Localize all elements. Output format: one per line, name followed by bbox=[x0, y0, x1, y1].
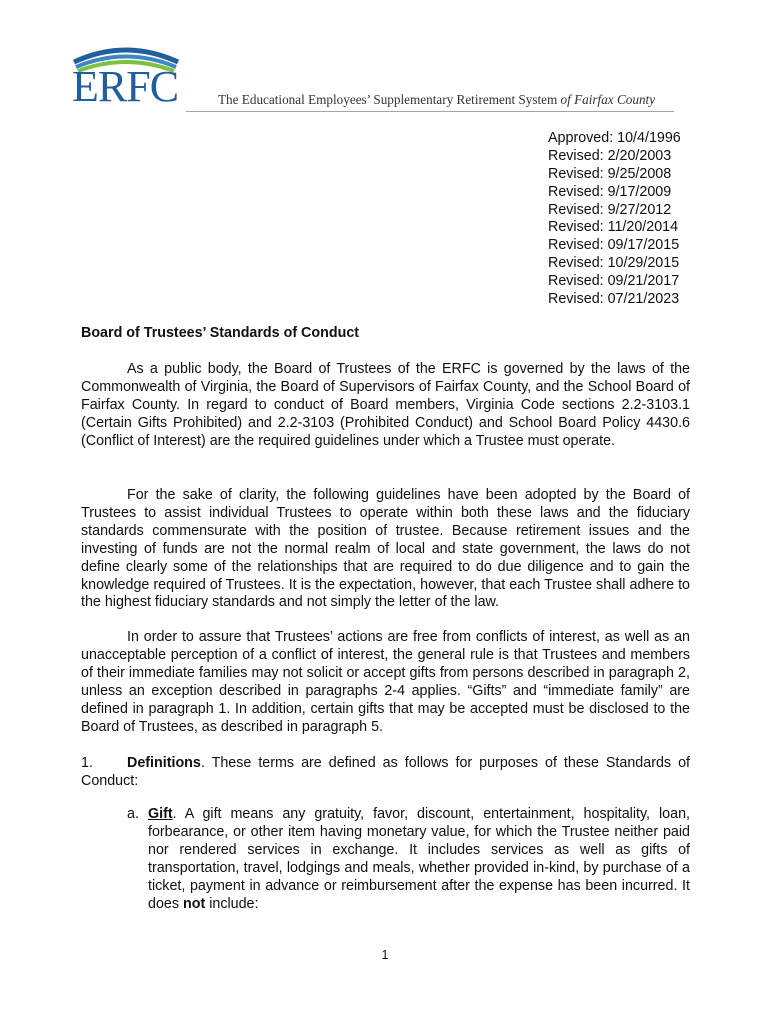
item-body-end: include: bbox=[205, 895, 259, 912]
header-divider bbox=[186, 111, 674, 112]
revision-history bbox=[548, 130, 681, 309]
item-body: . A gift means any gratuity, favor, discount, entertainment, hospitality, loan, forbearance, or other item having monetary value, for which the Trustee neither paid nor rendered services in exchange. It includes services as well as gifts of transportation, travel, lodgings and meals, whether provided in-kind, by purchase of a ticket, payment in advance or reimbursement after the expense has been incurred. It does bbox=[148, 806, 690, 912]
item-text bbox=[127, 806, 690, 913]
header-tagline bbox=[218, 92, 655, 108]
section-heading: Definitions bbox=[127, 755, 201, 771]
logo-text: ERFC bbox=[72, 62, 179, 111]
paragraph-1 bbox=[81, 361, 690, 451]
revision-line: Revised: 07/21/2023 bbox=[548, 291, 680, 308]
section-intro: . These terms are defined as follows for purposes of these Standards of Conduct: bbox=[81, 755, 690, 789]
revision-line: Revised: 11/20/2014 bbox=[548, 219, 679, 236]
revision-line: Revised: 9/27/2012 bbox=[548, 201, 672, 218]
tagline-main: The Educational Employees’ Supplementary Retirement System bbox=[218, 92, 561, 107]
paragraph-text: As a public body, the Board of Trustees of the ERFC is governed by the laws of the Commonwealth of Virginia, the Board of Supervisors of Fairfax County, and the School Board of Fairfax County. In regard to conduct of Board members, Virginia Code sections 2.2-3103.1 (Certain Gifts Prohibited) and 2.2-3103 (Prohibited Conduct) and School Board Policy 4430.6 (Conflict of Interest) are the required guidelines under which a Trustee must operate. bbox=[81, 361, 690, 449]
paragraph-text: For the sake of clarity, the following guidelines have been adopted by the Board of Trustees to assist individual Trustees to operate within both these laws and the fiduciary standards commensurate with the position of trustee. Because retirement issues and the investing of funds are not the normal realm of local and state government, the laws do not define clearly some of the relationships that are required to do due diligence and to gain the knowledge required of Trustees. It is the expectation, however, that each Trustee shall adhere to the highest fiduciary standards and not simply the letter of the law. bbox=[81, 487, 690, 611]
section-number: 1. bbox=[81, 755, 93, 771]
paragraph-text: In order to assure that Trustees’ actions are free from conflicts of interest, as well as an unacceptable perception of a conflict of interest, the general rule is that Trustees and members of their immediate families may not solicit or accept gifts from persons described in paragraph 2, unless an exception described in paragraphs 2-4 applies. “Gifts” and “immediate family” are defined in paragraph 1. In addition, certain gifts that may be accepted must be disclosed to the Board of Trustees, as described in paragraph 5. bbox=[81, 629, 690, 735]
tagline-county: of Fairfax County bbox=[560, 92, 656, 107]
item-emphasis: not bbox=[182, 895, 206, 912]
paragraph-3 bbox=[81, 629, 690, 736]
revision-line: Revised: 9/17/2009 bbox=[548, 183, 672, 200]
revision-line: Revised: 09/21/2017 bbox=[548, 273, 680, 290]
revision-line: Revised: 2/20/2003 bbox=[548, 147, 672, 164]
erfc-logo bbox=[70, 40, 182, 112]
document-title: Board of Trustees’ Standards of Conduct bbox=[81, 325, 360, 341]
item-letter: a. bbox=[127, 806, 139, 822]
definitions-section bbox=[81, 755, 690, 791]
revision-line: Revised: 9/25/2008 bbox=[548, 165, 672, 182]
page-number: 1 bbox=[381, 948, 389, 962]
item-term: Gift bbox=[148, 806, 173, 822]
revision-line: Revised: 09/17/2015 bbox=[548, 237, 680, 254]
definition-item-gift bbox=[127, 806, 690, 913]
paragraph-2 bbox=[81, 487, 690, 612]
revision-line: Revised: 10/29/2015 bbox=[548, 255, 680, 272]
revision-line: Approved: 10/4/1996 bbox=[548, 130, 681, 146]
